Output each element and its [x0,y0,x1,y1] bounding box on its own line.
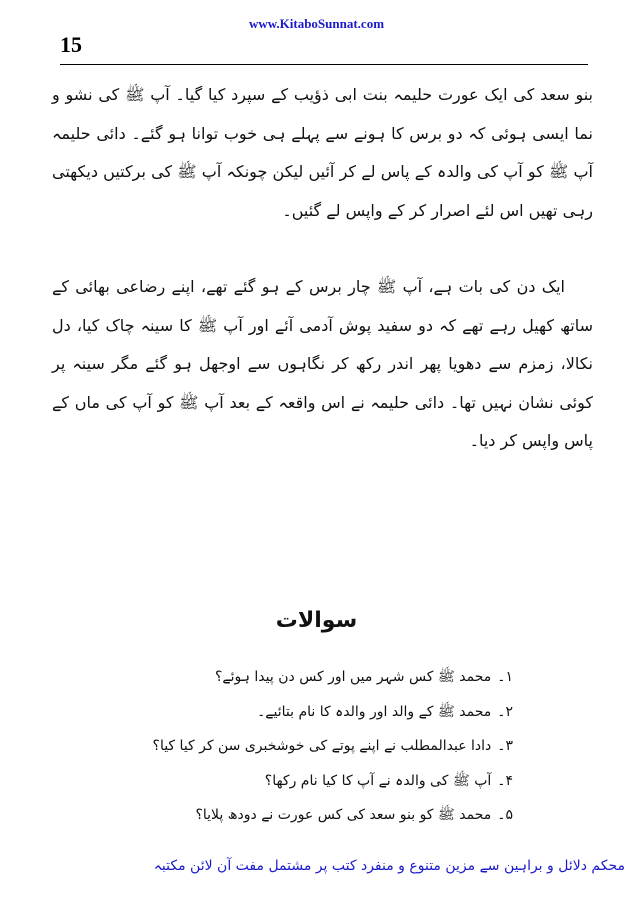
question-number: ۲۔ [497,703,513,720]
question-item [153,695,513,730]
question-text: محمد ﷺ کس شہر میں اور کس دن پیدا ہوئے؟ [215,669,492,685]
header-divider [60,64,588,65]
question-text: آپ ﷺ کی والدہ نے آپ کا کیا نام رکھا؟ [264,772,492,789]
page-number: 15 [60,32,82,57]
question-item [153,764,513,799]
question-number: ۱۔ [497,669,513,685]
questions-list [153,660,513,833]
questions-title: سوالات [275,608,358,633]
question-text: محمد ﷺ کو بنو سعد کی کس عورت نے دودھ پلایا؟ [195,807,492,823]
body-paragraph-2 [52,268,593,461]
footer-tagline[interactable]: محکم دلائل و براہین سے مزین متنوع و منفرد کتب پر مشتمل مفت آن لائن مکتبہ [153,858,625,874]
paragraph-text: ایک دن کی بات ہے، آپ ﷺ چار برس کے ہو گئے تھے، اپنے رضاعی بھائی کے ساتھ کھیل رہے تھے کہ دو سفید پوش آدمی آئے اور آپ ﷺ کا سینہ چاک کیا، دل نکالا، زمزم سے دھویا پھر اندر رکھ کر نگاہوں سے اوجھل ہو گئے مگر سینہ پر کوئی نشان نہیں تھا۔ دائی حلیمہ نے اس واقعہ کے بعد آپ ﷺ کو آپ کی ماں کے پاس واپس کر دیا۔ [52,277,593,450]
question-item [153,798,513,833]
question-text: محمد ﷺ کے والد اور والدہ کا نام بتائیے۔ [257,703,492,720]
body-paragraph-1 [52,76,593,230]
site-url[interactable]: www.KitaboSunnat.com [248,16,385,31]
question-item [153,660,513,695]
question-text: دادا عبدالمطلب نے اپنے پوتے کی خوشخبری سن کر کیا کیا؟ [152,738,492,754]
question-number: ۵۔ [497,807,513,823]
paragraph-text: بنو سعد کی ایک عورت حلیمہ بنت ابی ذؤیب کے سپرد کیا گیا۔ آپ ﷺ کی نشو و نما ایسی ہوئی کہ دو برس کا ہونے سے پہلے ہی خوب توانا ہو گئے۔ دائی حلیمہ آپ ﷺ کو آپ کی والدہ کے پاس لے کر آئیں لیکن چونکہ آپ ﷺ کی برکتیں دیکھتی رہی تھیں اس لئے اصرار کر کے واپس لے گئیں۔ [52,85,593,220]
question-number: ۳۔ [497,738,513,754]
question-item [153,729,513,764]
question-number: ۴۔ [497,772,513,789]
